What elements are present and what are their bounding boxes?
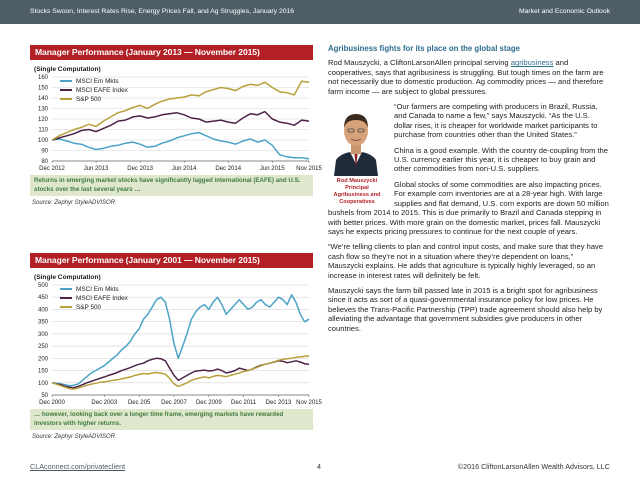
- y-tick-label: 150: [37, 85, 48, 92]
- y-tick-label: 50: [41, 393, 48, 399]
- chart2-block: [30, 253, 322, 440]
- chart2-title: Manager Performance (January 2001 — November 2015): [30, 253, 313, 268]
- legend-label: MSCI EAFE Index: [76, 295, 128, 303]
- portrait-figure: [328, 104, 386, 206]
- chart2-plot: [30, 281, 322, 407]
- x-tick-label: Dec 2013: [127, 166, 153, 172]
- legend-label: S&P 500: [76, 304, 102, 312]
- x-tick-label: Dec 205: [127, 400, 151, 406]
- x-tick-label: Nov 2015: [296, 166, 322, 172]
- y-tick-label: 450: [37, 295, 48, 302]
- x-tick-label: Nov 2015: [296, 400, 322, 406]
- series-line: [52, 112, 309, 140]
- header-bar: [0, 0, 640, 24]
- x-tick-label: Dec 2014: [215, 166, 242, 172]
- y-tick-label: 400: [37, 307, 48, 314]
- portrait-photo: [328, 104, 384, 176]
- article: [328, 44, 610, 339]
- article-paragraph-4: Global stocks of some commodities are also impacting prices. For example corn inventories are at a 28-year high. With large supplies and flat demand, U.S. corn exports are down 50 million bushels from 2014 to 2015. This is due primarily to Brazil and Canada stepping in with better prices. With more grain on the domestic market, prices fall. Mauszycki says he expects pricing pressures to continue for the next couple of years.: [328, 179, 609, 236]
- chart1-source: Source: Zephyr StyleADVISOR: [32, 200, 116, 206]
- chart1-subtitle: (Single Computation): [34, 66, 101, 73]
- article-paragraph-2: “Our farmers are competing with producers in Brazil, Russia, and Canada to name a few,” says Mauszycki. “As the U.S. dollar rises, it is cheaper for worldwide market participants to purchase from countries other than the United States.”: [394, 102, 598, 140]
- article-paragraph-1: Rod Mauszycki, a CliftonLarsonAllen principal serving agribusiness and cooperatives, says that agribusiness is struggling. But tough times on the farm are not necessarily due to domestic production. Ag commodity prices — and therefore farm income — are subject to global pressures.: [328, 58, 604, 96]
- x-tick-label: Dec 2012: [39, 166, 65, 172]
- y-tick-label: 140: [37, 96, 48, 102]
- legend-label: MSCI Em Mkts: [76, 78, 119, 86]
- x-tick-label: Dec 2003: [91, 400, 118, 406]
- series-line: [52, 356, 309, 389]
- page-number: 4: [317, 462, 321, 471]
- chart1-plot: [30, 73, 322, 173]
- x-tick-label: Dec 2013: [265, 400, 292, 406]
- section-title: Market and Economic Outlook: [518, 8, 610, 15]
- legend-label: MSCI EAFE Index: [76, 87, 128, 95]
- y-tick-label: 350: [37, 319, 48, 326]
- article-paragraph-3: China is a good example. With the country de-coupling from the U.S. currency earlier this year, it is cheaper to buy grain and other commodities from non-U.S. suppliers.: [394, 145, 609, 174]
- series-line: [52, 133, 309, 159]
- article-paragraph-6: Mauszycki says the farm bill passed late in 2015 is a bright spot for agribusiness since it acts as sort of a quasi-governmental insurance policy for low prices. He believes the Trans-Pacific Partnership (TPP) trade agreement should also help by alleviating the advantage that government subsidies give producers in other countries.: [328, 285, 603, 333]
- y-tick-label: 500: [37, 283, 48, 289]
- y-tick-label: 300: [37, 331, 48, 338]
- y-tick-label: 110: [38, 127, 48, 134]
- article-paragraph-5: “We’re telling clients to plan and control input costs, and make sure that they have cash flow so they’re not in a situation where they’re dependent on loans,” Mauszycki explains. He adds that agriculture is typically highly leveraged, so an increase in interest rates will definitely be felt.: [328, 242, 604, 280]
- document-title: Stocks Swoon, Interest Rates Rise, Energy Prices Fall, and Ag Struggles, January 2016: [30, 8, 295, 15]
- copyright: ©2016 CliftonLarsonAllen Wealth Advisors, LLC: [457, 462, 610, 471]
- chart1-block: [30, 45, 322, 206]
- x-tick-label: Dec 2007: [161, 400, 187, 406]
- chart2-source: Source: Zephyr StyleADVISOR: [32, 434, 116, 440]
- chart1-title: Manager Performance (January 2013 — November 2015): [30, 45, 313, 60]
- y-tick-label: 150: [37, 368, 48, 375]
- footer-link[interactable]: CLAconnect.com/privateclient: [30, 462, 126, 471]
- chart1-caption: Returns in emerging market stocks have significantly lagged international (EAFE) and U.S. stocks over the last several years …: [30, 175, 313, 196]
- y-tick-label: 160: [37, 75, 48, 81]
- y-tick-label: 120: [37, 117, 48, 123]
- x-tick-label: Dec 2011: [231, 400, 257, 406]
- x-tick-label: Jun 2013: [83, 166, 109, 172]
- y-tick-label: 100: [37, 380, 48, 387]
- portrait-caption: Rod Mauszycki Principal Agribusiness and Cooperatives: [333, 178, 381, 206]
- y-tick-label: 80: [41, 159, 48, 165]
- chart2-subtitle: (Single Computation): [34, 274, 101, 281]
- y-tick-label: 100: [37, 138, 48, 144]
- y-tick-label: 130: [37, 106, 48, 113]
- agribusiness-link[interactable]: agribusiness: [510, 58, 554, 68]
- x-tick-label: Dec 2009: [195, 400, 222, 406]
- x-tick-label: Jun 2014: [171, 166, 197, 172]
- x-tick-label: Jun 2015: [259, 166, 285, 172]
- legend-label: MSCI Em Mkts: [76, 286, 119, 294]
- legend-label: S&P 500: [76, 96, 102, 104]
- x-tick-label: Dec 2000: [39, 400, 65, 406]
- chart2-caption: … however, looking back over a longer time frame, emerging markets have rewarded investors with higher returns.: [30, 409, 313, 430]
- y-tick-label: 200: [37, 356, 48, 363]
- y-tick-label: 250: [37, 344, 48, 351]
- y-tick-label: 90: [41, 148, 48, 155]
- article-heading: Agribusiness fights for its place on the global stage: [328, 44, 520, 53]
